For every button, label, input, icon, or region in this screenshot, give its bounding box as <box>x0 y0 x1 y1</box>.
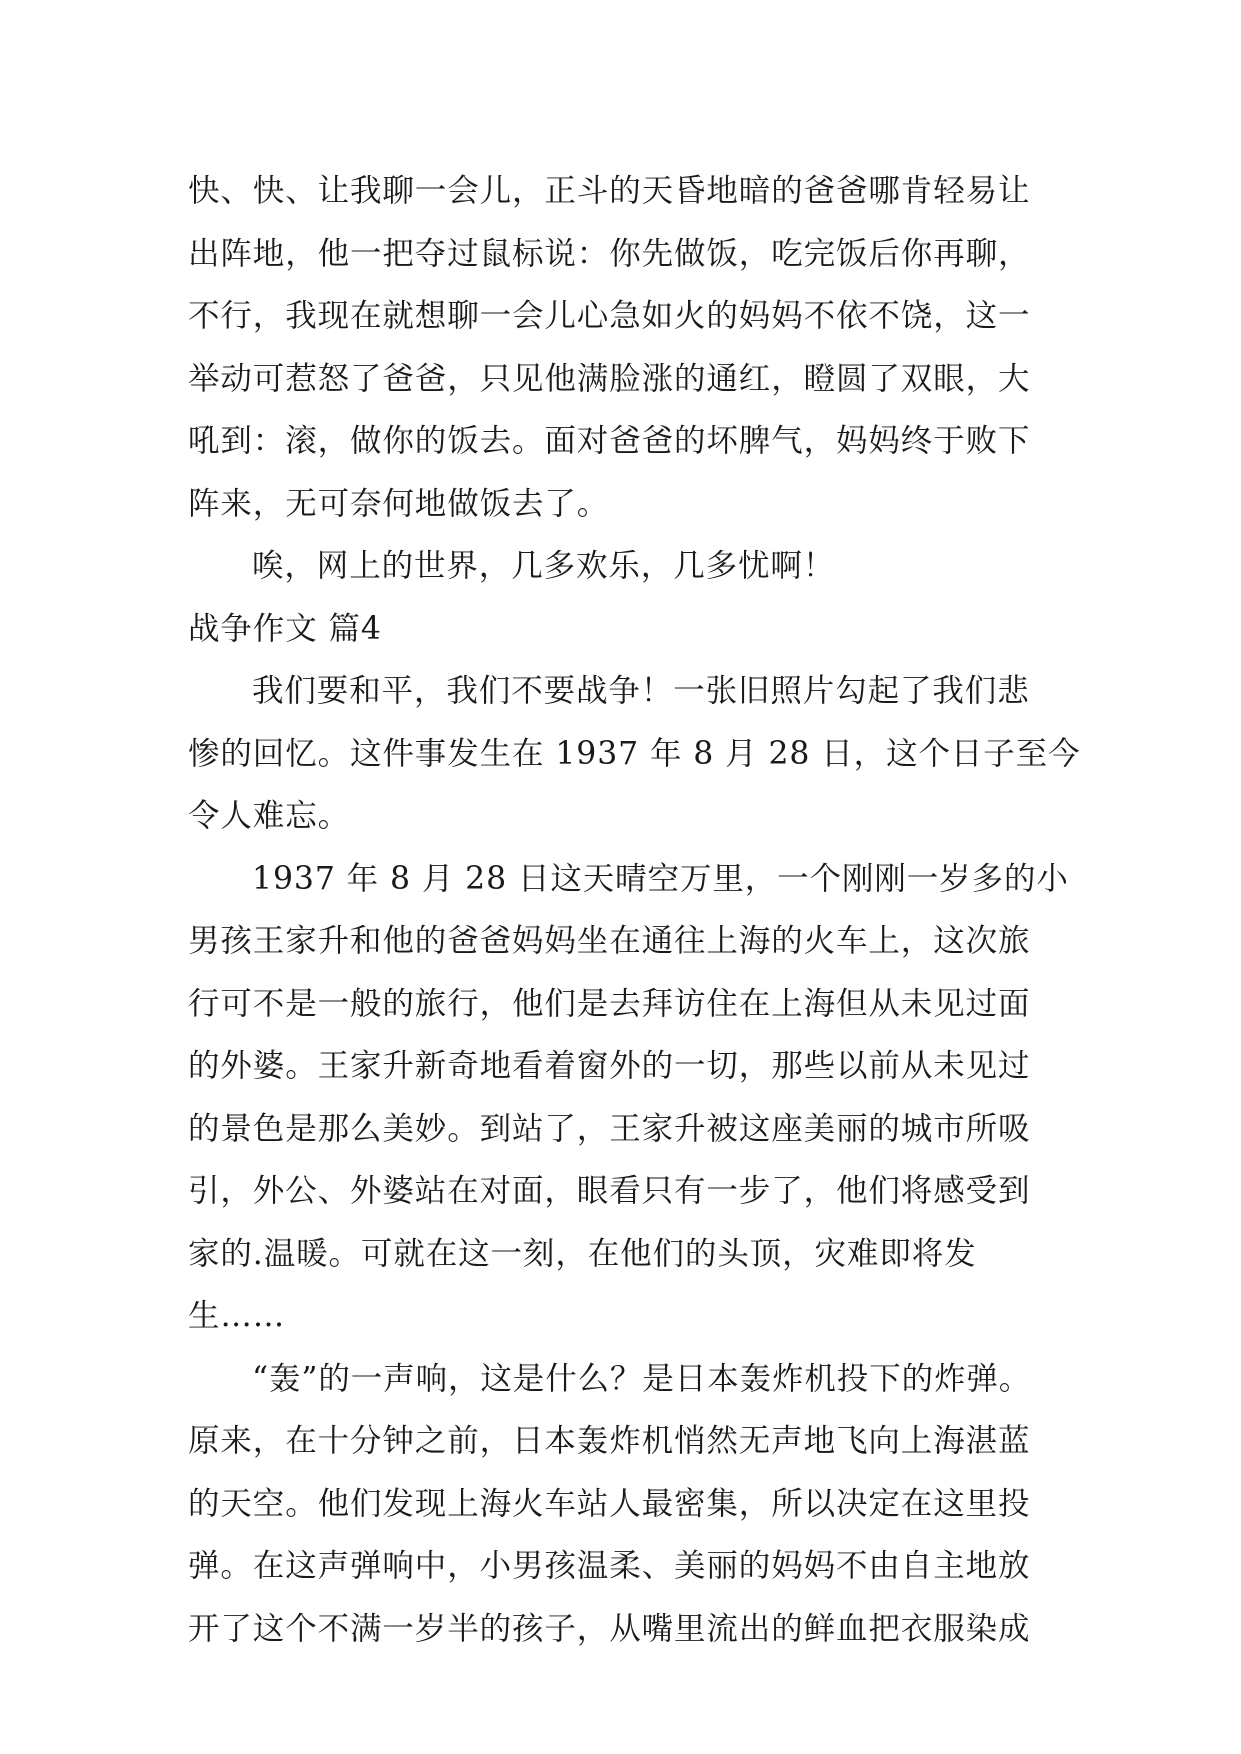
text-line: 弹。在这声弹响中，小男孩温柔、美丽的妈妈不由自主地放 <box>188 1548 1031 1584</box>
text-line: 原来，在十分钟之前，日本轰炸机悄然无声地飞向上海湛蓝 <box>188 1423 1031 1459</box>
text-line: 行可不是一般的旅行，他们是去拜访住在上海但从未见过面 <box>188 985 1031 1022</box>
text-line: 的外婆。王家升新奇地看着窗外的一切，那些以前从未见过 <box>188 1048 1031 1084</box>
text-line: 1937 年 8 月 28 日这天晴空万里，一个刚刚一岁多的小 <box>252 860 1069 897</box>
text-line: 吼到：滚，做你的饭去。面对爸爸的坏脾气，妈妈终于败下 <box>188 423 1031 459</box>
text-line: 阵来，无可奈何地做饭去了。 <box>188 485 610 522</box>
section-heading: 战争作文 篇4 <box>188 610 382 647</box>
text-line: 家的.温暖。可就在这一刻，在他们的头顶，灾难即将发 <box>188 1235 977 1272</box>
text-line: 快、快、让我聊一会儿，正斗的天昏地暗的爸爸哪肯轻易让 <box>188 173 1031 209</box>
text-line: 唉，网上的世界，几多欢乐，几多忧啊！ <box>252 548 836 584</box>
text-line: 的景色是那么美妙。到站了，王家升被这座美丽的城市所吸 <box>188 1110 1031 1147</box>
text-line: 惨的回忆。这件事发生在 1937 年 8 月 28 日，这个日子至今 <box>188 735 1081 772</box>
text-line: 开了这个不满一岁半的孩子，从嘴里流出的鲜血把衣服染成 <box>188 1610 1031 1647</box>
text-line: 不行，我现在就想聊一会儿心急如火的妈妈不依不饶，这一 <box>188 298 1031 334</box>
text-line: 我们要和平，我们不要战争！一张旧照片勾起了我们悲 <box>252 673 1030 709</box>
text-line: “轰”的一声响，这是什么？是日本轰炸机投下的炸弹。 <box>252 1360 1032 1397</box>
text-line: 引，外公、外婆站在对面，眼看只有一步了，他们将感受到 <box>188 1173 1031 1209</box>
text-line: 出阵地，他一把夺过鼠标说：你先做饭，吃完饭后你再聊， <box>188 235 1031 272</box>
document-body <box>188 160 1081 1660</box>
text-line: 的天空。他们发现上海火车站人最密集，所以决定在这里投 <box>188 1485 1031 1522</box>
text-line: 举动可惹怒了爸爸，只见他满脸涨的通红，瞪圆了双眼，大 <box>188 360 1031 397</box>
text-line: 生…… <box>188 1298 286 1334</box>
text-line: 令人难忘。 <box>188 798 351 834</box>
text-line: 男孩王家升和他的爸爸妈妈坐在通往上海的火车上，这次旅 <box>188 923 1031 959</box>
